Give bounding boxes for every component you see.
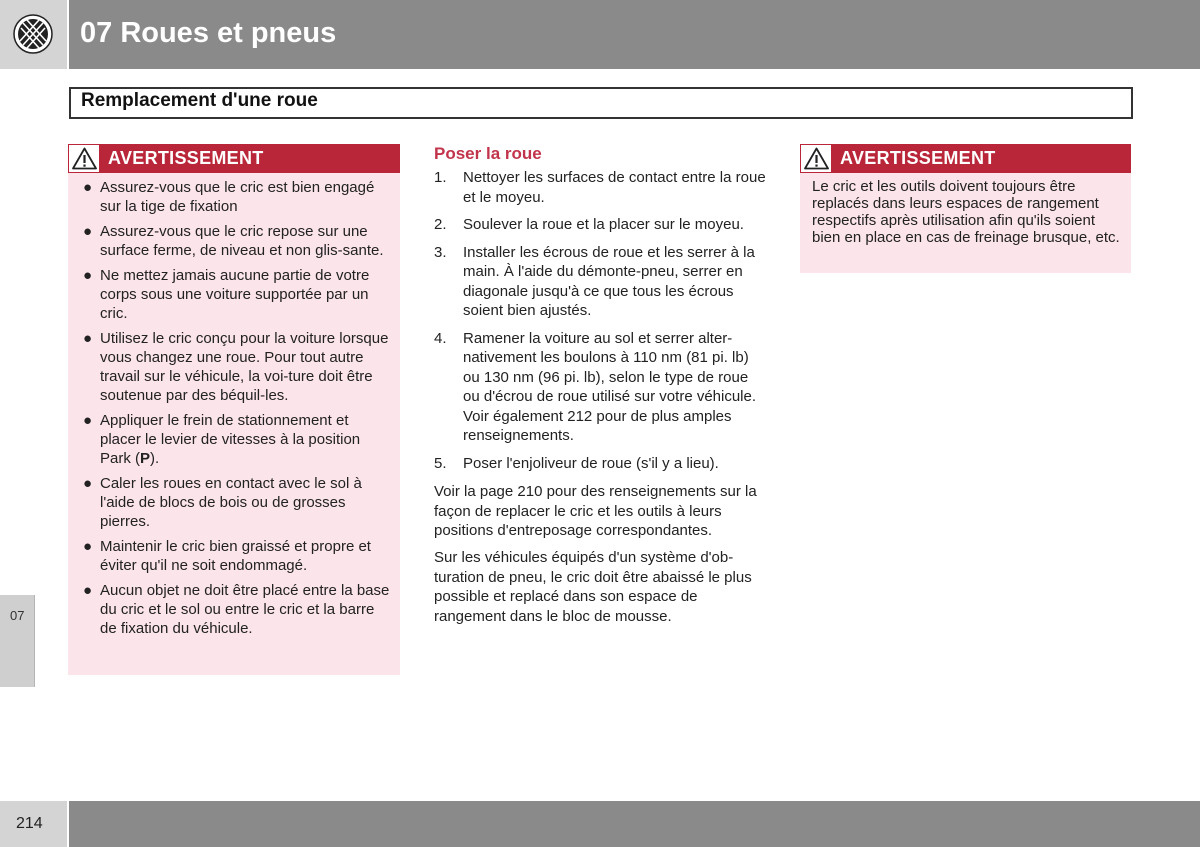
- step-item: 2. Soulever la roue et la placer sur le moyeu.: [434, 216, 744, 233]
- step-item: 5. Poser l'enjoliveur de roue (s'il y a lieu).: [434, 454, 719, 472]
- warning-list: [80, 178, 392, 644]
- section-title: Remplacement d'une roue: [81, 90, 318, 111]
- warning-box-left: [68, 144, 400, 675]
- warning-text: Le cric et les outils doivent toujours être replacés dans leurs espaces de rangement respectifs après utilisation afin qu'ils soient bien en place en cas de freinage brusque, etc.: [812, 178, 1120, 246]
- list-item: ● Maintenir le cric bien graissé et propre et éviter qu'il ne soit endommagé.: [83, 538, 371, 574]
- warning-triangle-icon: [68, 144, 100, 173]
- list-item: ● Assurez-vous que le cric est bien engagé sur la tige de fixation: [83, 179, 375, 215]
- list-item: ● Caler les roues en contact avec le sol à l'aide de blocs de bois ou de grosses pierres.: [83, 475, 362, 530]
- list-item: ● Utilisez le cric conçu pour la voiture lorsque vous changez une roue. Pour tout autre travail sur le véhicule, la voi-ture doit être soutenue par des béquil-les.: [83, 330, 389, 404]
- chapter-icon-box: [0, 0, 67, 69]
- warning-triangle-icon: [800, 144, 832, 173]
- procedure-heading: Poser la roue: [434, 144, 542, 163]
- warning-header: [800, 144, 1131, 173]
- chapter-title: 07 Roues et pneus: [80, 17, 337, 49]
- warning-box-right: [800, 144, 1131, 273]
- procedure-steps: [434, 168, 769, 481]
- list-item: ● Ne mettez jamais aucune partie de votre corps sous une voiture supportée par un cric.: [83, 267, 370, 322]
- step-item: 4. Ramener la voiture au sol et serrer alter-nativement les boulons à 110 nm (81 pi. lb) ou 130 nm (96 pi. lb), selon le type de roue ou d'écrou de roue utilisé sur votre véhicule. Voir également 212 pour de plus amples renseignements.: [434, 329, 757, 444]
- step-item: 1. Nettoyer les surfaces de contact entre la roue et le moyeu.: [434, 169, 766, 206]
- warning-title: AVERTISSEMENT: [840, 148, 996, 168]
- footer-bar: [69, 801, 1200, 847]
- chapter-side-tab-label: 07: [10, 608, 25, 623]
- sealing-system-paragraph: Sur les véhicules équipés d'un système d'ob-turation de pneu, le cric doit être abaissé le plus possible et replacé dans son espace de rangement dans le bloc de mousse.: [434, 549, 752, 625]
- warning-title: AVERTISSEMENT: [108, 148, 264, 168]
- list-item: ● Assurez-vous que le cric repose sur une surface ferme, de niveau et non glis-sante.: [83, 223, 384, 259]
- step-item: 3. Installer les écrous de roue et les serrer à la main. À l'aide du démonte-pneu, serrer en diagonale jusqu'à ce que tous les écrous soient bien ajustés.: [434, 243, 755, 319]
- page-number: 214: [16, 815, 43, 832]
- list-item: ● Aucun objet ne doit être placé entre la base du cric et le sol ou entre le cric et la barre de fixation du véhicule.: [83, 582, 390, 637]
- park-letter: P: [140, 450, 151, 467]
- storage-paragraph: Voir la page 210 pour des renseignements sur la façon de replacer le cric et les outils à leurs positions d'entreposage correspondantes.: [434, 483, 757, 539]
- warning-header: [68, 144, 400, 173]
- list-item: ● Appliquer le frein de stationnement et placer le levier de vitesses à la position Park (P).: [83, 412, 361, 467]
- tire-icon: [13, 14, 53, 54]
